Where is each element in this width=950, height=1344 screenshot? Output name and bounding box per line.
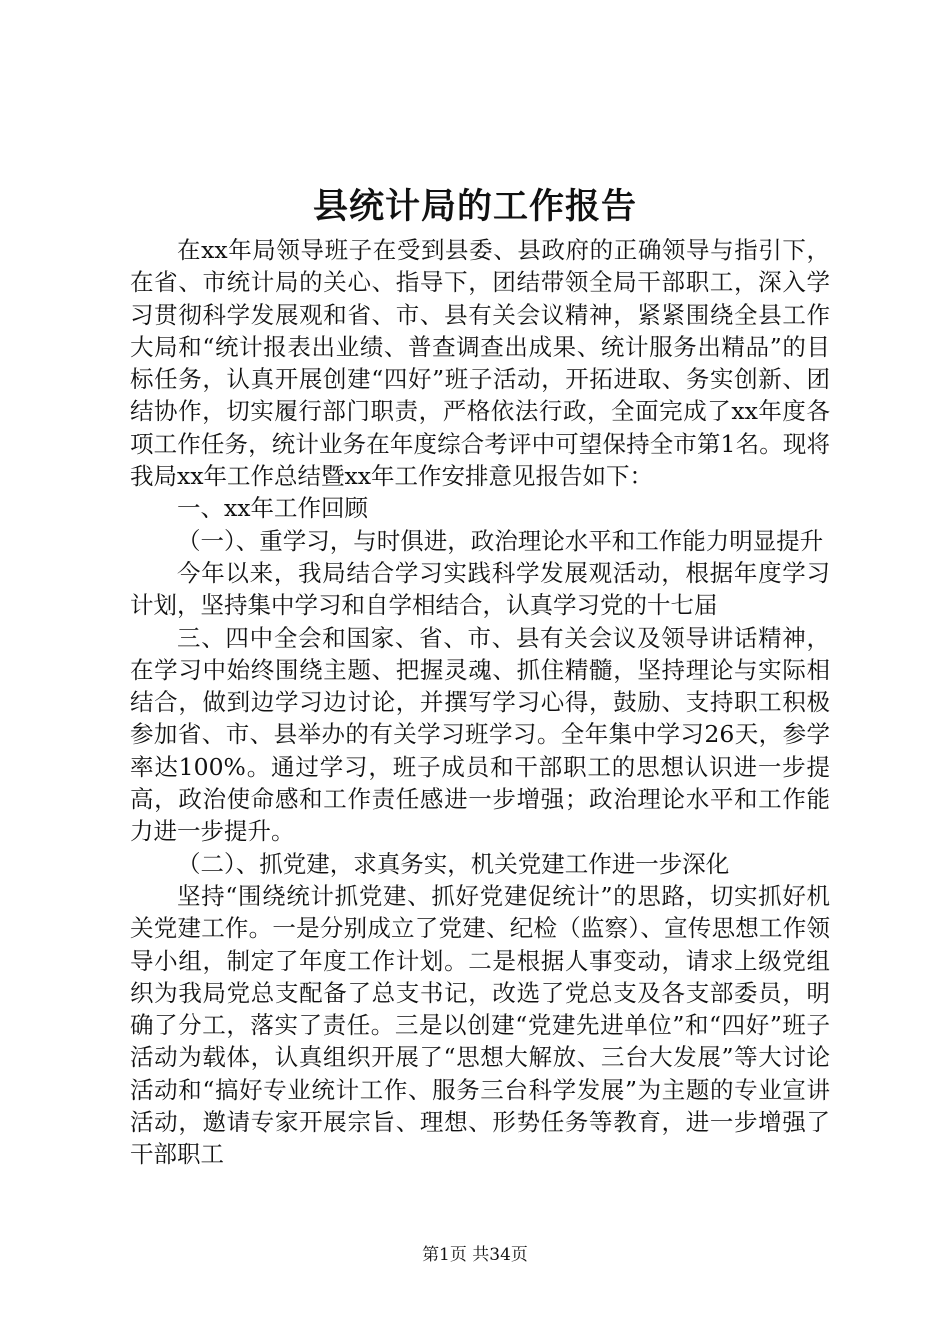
subsection-heading-party: （二）、抓党建，求真务实，机关党建工作进一步深化 bbox=[177, 849, 730, 878]
document-title: 县统计局的工作报告 bbox=[312, 186, 637, 227]
paragraph-study: 今年以来，我局结合学习实践科学发展观活动，根据年度学习计划，坚持集中学习和自学相结合，认真学习党的十七届 bbox=[130, 558, 830, 620]
section-heading-review: 一、xx年工作回顾 bbox=[177, 494, 369, 523]
paragraph-study-continued: 三、四中全会和国家、省、市、县有关会议及领导讲话精神，在学习中始终围绕主题、把握灵魂、抓住精髓，坚持理论与实际相结合，做到边学习边讨论，并撰写学习心得，鼓励、支持职工积极参加省、市、县举办的有关学习班学习。全年集中学习26天，参学率达100%。通过学习，班子成员和干部职工的思想认识进一步提高，政治使命感和工作责任感进一步增强；政治理论水平和工作能力进一步提升。 bbox=[130, 623, 830, 846]
document-body bbox=[130, 234, 830, 1171]
paragraph-intro: 在xx年局领导班子在受到县委、县政府的正确领导与指引下，在省、市统计局的关心、指导下，团结带领全局干部职工，深入学习贯彻科学发展观和省、市、县有关会议精神，紧紧围绕全县工作大局和“统计报表出业绩、普查调查出成果、统计服务出精品”的目标任务，认真开展创建“四好”班子活动，开拓进取、务实创新、团结协作，切实履行部门职责，严格依法行政，全面完成了xx年度各项工作任务，统计业务在年度综合考评中可望保持全市第1名。现将我局xx年工作总结暨xx年工作安排意见报告如下： bbox=[130, 236, 830, 491]
paragraph-party: 坚持“围绕统计抓党建、抓好党建促统计”的思路，切实抓好机关党建工作。一是分别成立了党建、纪检（监察）、宣传思想工作领导小组，制定了年度工作计划。二是根据人事变动，请求上级党组织为我局党总支配备了总支书记，改选了党总支及各支部委员，明确了分工，落实了责任。三是以创建“党建先进单位”和“四好”班子活动为载体，认真组织开展了“思想大解放、三台大发展”等大讨论活动和“搞好专业统计工作、服务三台科学发展”为主题的专业宣讲活动，邀请专家开展宗旨、理想、形势任务等教育，进一步增强了干部职工 bbox=[130, 881, 830, 1169]
subsection-heading-study: （一）、重学习，与时俱进，政治理论水平和工作能力明显提升 bbox=[177, 526, 824, 555]
page-number-footer: 第1页 共34页 bbox=[422, 1245, 528, 1265]
